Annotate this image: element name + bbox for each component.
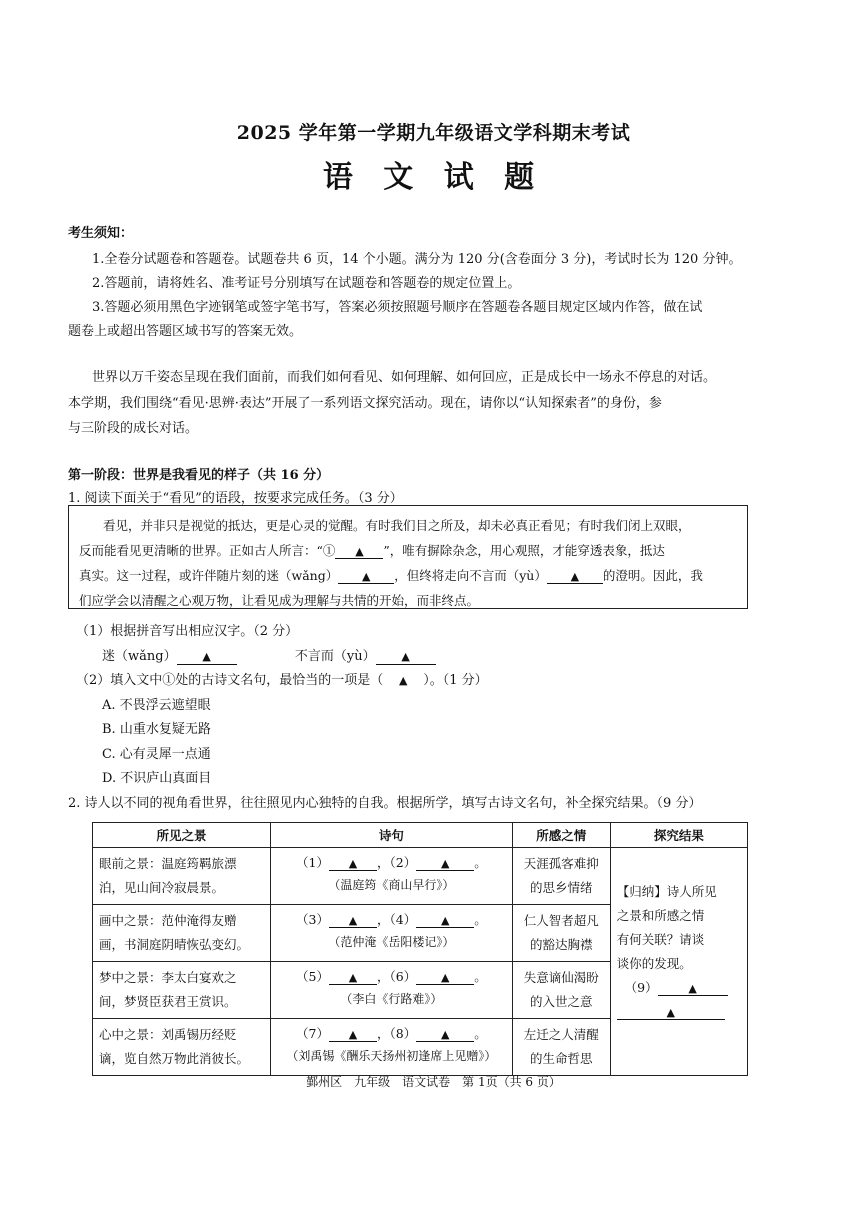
answer-blank[interactable]	[416, 1027, 474, 1042]
passage-line-1: 看见，并非只是视觉的抵达，更是心灵的觉醒。有时我们目之所及，却未必真正看见；有时我们闭上双眼，	[103, 518, 691, 533]
blank-number: （2）	[389, 855, 417, 870]
blank-number: （5）	[296, 969, 329, 984]
blank-number: （4）	[389, 912, 417, 927]
answer-blank-wang[interactable]	[338, 569, 394, 584]
answer-blank[interactable]	[329, 970, 377, 985]
answer-blank-q1-1a[interactable]	[177, 650, 237, 665]
answer-blank-yu[interactable]	[547, 569, 603, 584]
passage-box	[68, 505, 748, 609]
q1-1-label-yu: 不言而（yù）	[294, 649, 376, 664]
notice-item-2: 2.答题前，请将姓名、准考证号分别填写在试题卷和答题卷的规定位置上。	[92, 276, 521, 291]
blank-number: （6）	[389, 969, 417, 984]
emotion-cell	[512, 962, 610, 1019]
notice-heading: 考生须知：	[68, 226, 134, 241]
answer-blank-9b[interactable]	[617, 1005, 725, 1020]
blank-number: （9）	[624, 980, 658, 995]
triangle-icon: ▲	[202, 650, 211, 663]
emotion-text: 的入世之意	[529, 994, 593, 1009]
result-blank-line-1	[617, 976, 741, 1000]
triangle-icon: ▲	[440, 971, 450, 984]
emotion-text: 的生命哲思	[529, 1051, 593, 1066]
answer-blank-1[interactable]	[335, 544, 383, 559]
emotion-text: 的豁达胸襟	[529, 937, 593, 952]
answer-choice-slot[interactable]	[383, 673, 423, 688]
answer-blank[interactable]	[416, 913, 474, 928]
emotion-text: 天涯孤客难抑	[523, 856, 599, 871]
q1-1-items	[102, 645, 436, 665]
blank-number: （7）	[296, 1026, 329, 1041]
result-cell	[610, 848, 747, 1076]
intro-line-1: 世界以万千姿态呈现在我们面前，而我们如何看见、如何理解、如何回应，正是成长中一场永不停息的对话。	[92, 370, 717, 385]
header-poem: 诗句	[271, 823, 513, 848]
result-text: 【归纳】诗人所见	[616, 884, 717, 899]
poem-blanks: （7） ▲ ，（8） ▲ 。	[296, 1026, 487, 1041]
blank-number: （1）	[296, 855, 329, 870]
header-result: 探究结果	[610, 823, 747, 848]
answer-blank[interactable]	[416, 970, 474, 985]
notice-item-3: 3.答题必须用黑色字迹钢笔或签字笔书写，答案必须按照题号顺序在答题卷各题目规定区域内作答，做在试	[92, 300, 703, 315]
passage-line-4: 们应学会以清醒之心观万物，让看见成为理解与共情的开始，而非终点。	[79, 593, 480, 608]
answer-blank[interactable]	[329, 1027, 377, 1042]
answer-blank-q1-1b[interactable]	[376, 650, 436, 665]
intro-line-2: 本学期，我们围绕“看见·思辨·表达”开展了一系列语文探究活动。现在，请你以“认知探索者”的身份，参	[68, 396, 662, 411]
poem-source: （温庭筠《商山早行》）	[328, 878, 455, 892]
option-c: C. 心有灵犀一点通	[102, 747, 211, 762]
result-text: 之景和所感之情	[616, 908, 705, 923]
poem-blanks: （1） ▲ ，（2） ▲ 。	[296, 855, 487, 870]
triangle-icon: ▲	[361, 570, 371, 583]
notice-item-3-cont: 题卷上或超出答题区域书写的答案无效。	[68, 324, 303, 339]
scene-text: 泊，见山间冷寂晨景。	[99, 880, 225, 895]
header-scene: 所见之景	[93, 823, 271, 848]
scene-cell	[93, 848, 271, 905]
option-b: B. 山重水复疑无路	[102, 722, 211, 737]
q1-prompt: 1. 阅读下面关于“看见”的语段，按要求完成任务。（3 分）	[68, 491, 403, 506]
passage-line-3c: 的澄明。因此，我	[602, 568, 703, 583]
triangle-icon: ▲	[440, 1028, 450, 1041]
result-text: 谈你的发现。	[616, 956, 692, 971]
passage-line-3b: ，但终将走向不言而（yù）	[394, 568, 547, 583]
passage-line-3	[79, 566, 703, 584]
result-text: 有何关联？请谈	[616, 932, 705, 947]
poem-source: （李白《行路难》）	[340, 992, 443, 1006]
poem-cell	[271, 905, 513, 962]
result-blank-line-2	[617, 1000, 741, 1024]
passage-line-3a: 真实。这一过程，或许伴随片刻的迷（wǎng）	[79, 568, 339, 583]
header-emotion: 所感之情	[512, 823, 610, 848]
answer-blank[interactable]	[329, 913, 377, 928]
poem-source: （范仲淹《岳阳楼记》）	[328, 935, 455, 949]
emotion-cell	[512, 848, 610, 905]
poem-blanks: （5） ▲ ，（6） ▲ 。	[296, 969, 487, 984]
poem-cell	[271, 962, 513, 1019]
poem-cell	[271, 848, 513, 905]
triangle-icon: ▲	[440, 857, 450, 870]
poem-blanks: （3） ▲ ，（4） ▲ 。	[296, 912, 487, 927]
scene-text: 间，梦贤臣获君王赏识。	[99, 994, 237, 1009]
q1-2-prompt	[76, 669, 488, 688]
triangle-icon: ▲	[348, 914, 358, 927]
passage-line-2b: ”，唯有摒除杂念，用心观照，才能穿透表象，抵达	[383, 543, 665, 558]
q2-prompt: 2. 诗人以不同的视角看世界，往往照见内心独特的自我。根据所学，填写古诗文名句，补全探究结果。（9 分）	[68, 796, 702, 811]
scene-text: 眼前之景：温庭筠羁旅漂	[99, 856, 237, 871]
scene-text: 画中之景：范仲淹得友赠	[99, 913, 237, 928]
blank-number: （3）	[296, 912, 329, 927]
option-d: D. 不识庐山真面目	[102, 771, 212, 786]
blank-number: （8）	[389, 1026, 417, 1041]
scene-text: 谪，览自然万物此消彼长。	[99, 1051, 250, 1066]
scene-text: 梦中之景：李太白宴欢之	[99, 970, 237, 985]
emotion-text: 失意谪仙渴盼	[523, 970, 599, 985]
triangle-icon: ▲	[688, 982, 697, 995]
scene-text: 画，书洞庭阴晴恢弘变幻。	[99, 937, 250, 952]
q1-2-prompt-b: ）。（1 分）	[423, 673, 488, 688]
answer-blank-9a[interactable]	[658, 981, 728, 996]
scene-cell	[93, 905, 271, 962]
triangle-icon: ▲	[401, 650, 410, 663]
emotion-text: 左迁之人清醒	[523, 1027, 599, 1042]
triangle-icon: ▲	[666, 1006, 675, 1019]
passage-line-2	[79, 541, 665, 559]
triangle-icon: ▲	[348, 971, 358, 984]
notice-item-1: 1.全卷分试题卷和答题卷。试题卷共 6 页，14 个小题。满分为 120 分(含卷面分 3 分)，考试时长为 120 分钟。	[92, 252, 742, 267]
triangle-icon: ▲	[570, 570, 580, 583]
triangle-icon: ▲	[355, 545, 364, 558]
paper-subtitle: 语 文 试 题	[322, 160, 545, 195]
q1-2-prompt-a: （2）填入文中①处的古诗文名句，最恰当的一项是（	[76, 673, 384, 688]
option-a: A. 不畏浮云遮望眼	[102, 698, 211, 713]
scene-cell	[93, 1019, 271, 1076]
answer-blank[interactable]	[329, 856, 377, 871]
poem-cell	[271, 1019, 513, 1076]
page-footer: 鄞州区 九年级 语文试卷 第 1页（共 6 页）	[306, 1075, 561, 1089]
triangle-icon: ▲	[348, 1028, 358, 1041]
emotion-cell	[512, 1019, 610, 1076]
q1-1-label-wang: 迷（wǎng）	[102, 649, 177, 664]
triangle-icon: ▲	[440, 914, 450, 927]
emotion-text: 的思乡情绪	[529, 880, 593, 895]
poem-source: （刘禹锡《酬乐天扬州初逢席上见赠》）	[286, 1049, 497, 1063]
emotion-text: 仁人智者超凡	[523, 913, 599, 928]
exam-title: 2025 学年第一学期九年级语文学科期末考试	[236, 122, 631, 144]
scene-cell	[93, 962, 271, 1019]
q1-1-prompt: （1）根据拼音写出相应汉字。（2 分）	[76, 624, 299, 639]
stage1-heading: 第一阶段：世界是我看见的样子（共 16 分）	[68, 468, 330, 483]
table-row	[93, 848, 748, 905]
scene-text: 心中之景：刘禹锡历经贬	[99, 1027, 237, 1042]
emotion-cell	[512, 905, 610, 962]
poetry-table	[92, 822, 748, 1076]
blank-mark-1: ①	[322, 543, 336, 558]
passage-line-2a: 反而能看见更清晰的世界。正如古人所言：“	[79, 543, 323, 558]
answer-blank[interactable]	[416, 856, 474, 871]
triangle-icon: ▲	[399, 674, 408, 687]
triangle-icon: ▲	[348, 857, 358, 870]
table-header-row	[93, 823, 748, 848]
intro-line-3: 与三阶段的成长对话。	[68, 421, 199, 436]
